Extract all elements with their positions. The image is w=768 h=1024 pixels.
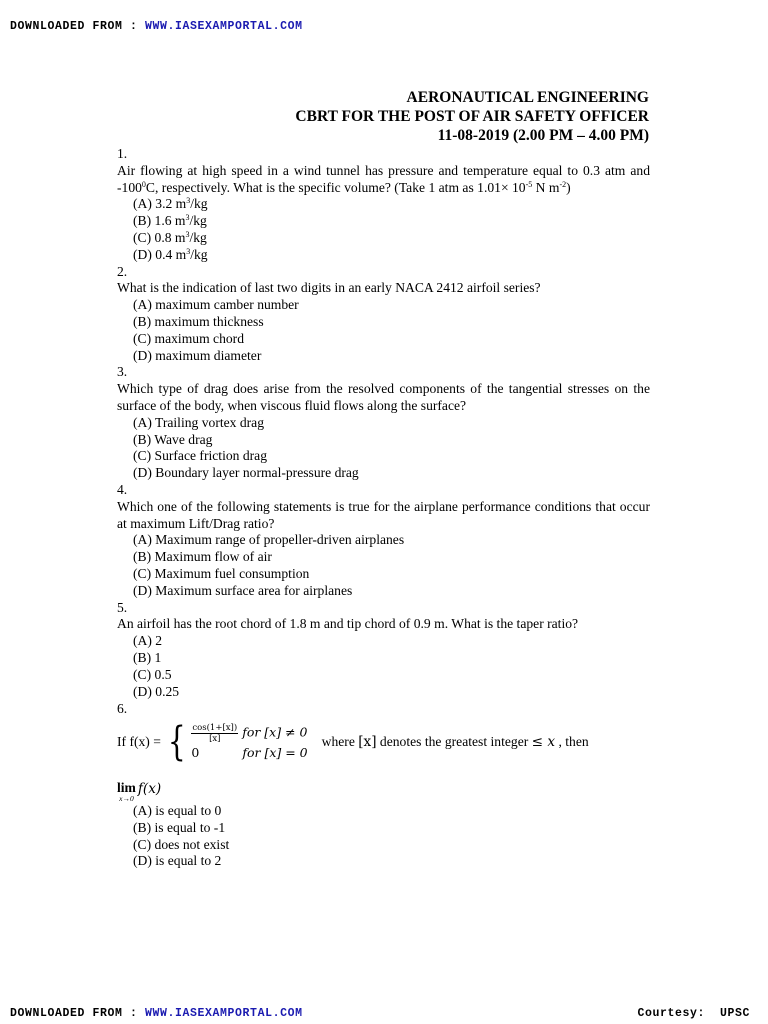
- fraction: $\frac{\cos(1+[x])}{[x]}$: [192, 722, 238, 744]
- option-c: (C) 0.5: [133, 666, 172, 682]
- downloaded-from-label: DOWNLOADED FROM :: [10, 1007, 138, 1020]
- question-text: Which one of the following statements is true for the airplane performance conditions that occur at maximum Lift/Drag ratio?: [117, 498, 650, 531]
- question-text: Air flowing at high speed in a wind tunnel has pressure and temperature equal to 0.3 atm and $-100^0C$, respectively. What is the specific volume? (Take 1 atm as $1.01\times 10^{-5}$ N $m^{-2}$): [117, 162, 650, 195]
- title-subject: AERONAUTICAL ENGINEERING: [406, 89, 649, 106]
- function-lead: If f(x) =: [117, 733, 161, 749]
- option-d: (D) maximum diameter: [133, 347, 262, 363]
- option-a: (A) Maximum range of propeller-driven airplanes: [133, 532, 405, 548]
- option-d: (D) 0.4 $m^3/kg$: [133, 246, 208, 262]
- top-download-banner: [10, 20, 303, 33]
- question-number: 6.: [117, 701, 128, 717]
- document-title: [295, 88, 649, 145]
- option-d: (D) is equal to 2: [133, 853, 222, 869]
- left-brace-icon: {: [167, 719, 186, 766]
- question-3: [117, 364, 650, 482]
- question-text: Which type of drag does arise from the resolved components of the tangential stresses on the surface of the body, when viscous fluid flows along the surface?: [117, 381, 650, 413]
- option-b: (B) 1: [133, 649, 162, 665]
- question-6: [117, 701, 650, 870]
- option-d: (D) Maximum surface area for airplanes: [133, 582, 353, 598]
- title-date: 11-08-2019 (2.00 PM – 4.00 PM): [437, 127, 649, 144]
- question-number: 4.: [117, 481, 128, 497]
- question-4: [117, 482, 650, 600]
- question-number: 1.: [117, 146, 128, 161]
- question-1: [117, 146, 650, 264]
- option-b: (B) Wave drag: [133, 431, 213, 447]
- question-2: [117, 264, 650, 365]
- cases: [191, 723, 307, 762]
- downloaded-from-label: DOWNLOADED FROM :: [10, 20, 138, 33]
- question-text: An airfoil has the root chord of 1.8 m and tip chord of 0.9 m. What is the taper ratio?: [117, 616, 579, 632]
- limit-operator: lim x→0: [117, 780, 136, 804]
- option-c: (C) maximum chord: [133, 330, 244, 346]
- where-clause: where [x] denotes the greatest integer ≤ x , then: [321, 733, 589, 750]
- option-a: (A) 3.2 $m^3/kg$: [133, 196, 208, 212]
- question-number: 5.: [117, 599, 128, 615]
- piecewise-definition: [117, 719, 650, 765]
- option-b: (B) is equal to -1: [133, 819, 226, 835]
- option-a: (A) 2: [133, 633, 163, 649]
- option-d: (D) Boundary layer normal-pressure drag: [133, 465, 359, 481]
- question-number: 3.: [117, 364, 128, 380]
- limit-expression: [117, 781, 650, 803]
- title-exam: CBRT FOR THE POST OF AIR SAFETY OFFICER: [295, 108, 649, 125]
- option-b: (B) Maximum flow of air: [133, 549, 272, 565]
- option-c: (C) Maximum fuel consumption: [133, 565, 310, 581]
- option-b: (B) 1.6 $m^3/kg$: [133, 213, 207, 229]
- bottom-download-banner: [10, 1007, 303, 1020]
- case2-value: 0: [191, 744, 200, 760]
- option-b: (B) maximum thickness: [133, 313, 264, 329]
- option-c: (C) 0.8 $m^3/kg$: [133, 229, 207, 245]
- courtesy-note: Courtesy: UPSC: [637, 1007, 750, 1020]
- piecewise-function: [164, 719, 308, 766]
- question-text: What is the indication of last two digits in an early NACA 2412 airfoil series?: [117, 280, 541, 296]
- site-link[interactable]: WWW.IASEXAMPORTAL.COM: [145, 20, 303, 33]
- option-c: (C) does not exist: [133, 836, 230, 852]
- question-list: [117, 146, 650, 870]
- question-number: 2.: [117, 263, 128, 279]
- option-a: (A) is equal to 0: [133, 803, 222, 819]
- case1-condition: for [x] ≠ 0: [242, 723, 308, 739]
- question-5: [117, 600, 650, 701]
- option-a: (A) Trailing vortex drag: [133, 414, 265, 430]
- option-d: (D) 0.25: [133, 683, 180, 699]
- option-c: (C) Surface friction drag: [133, 448, 267, 464]
- case2-condition: for [x] = 0: [242, 744, 308, 760]
- site-link[interactable]: WWW.IASEXAMPORTAL.COM: [145, 1007, 303, 1020]
- limit-function: f(x): [137, 781, 162, 798]
- option-a: (A) maximum camber number: [133, 297, 299, 313]
